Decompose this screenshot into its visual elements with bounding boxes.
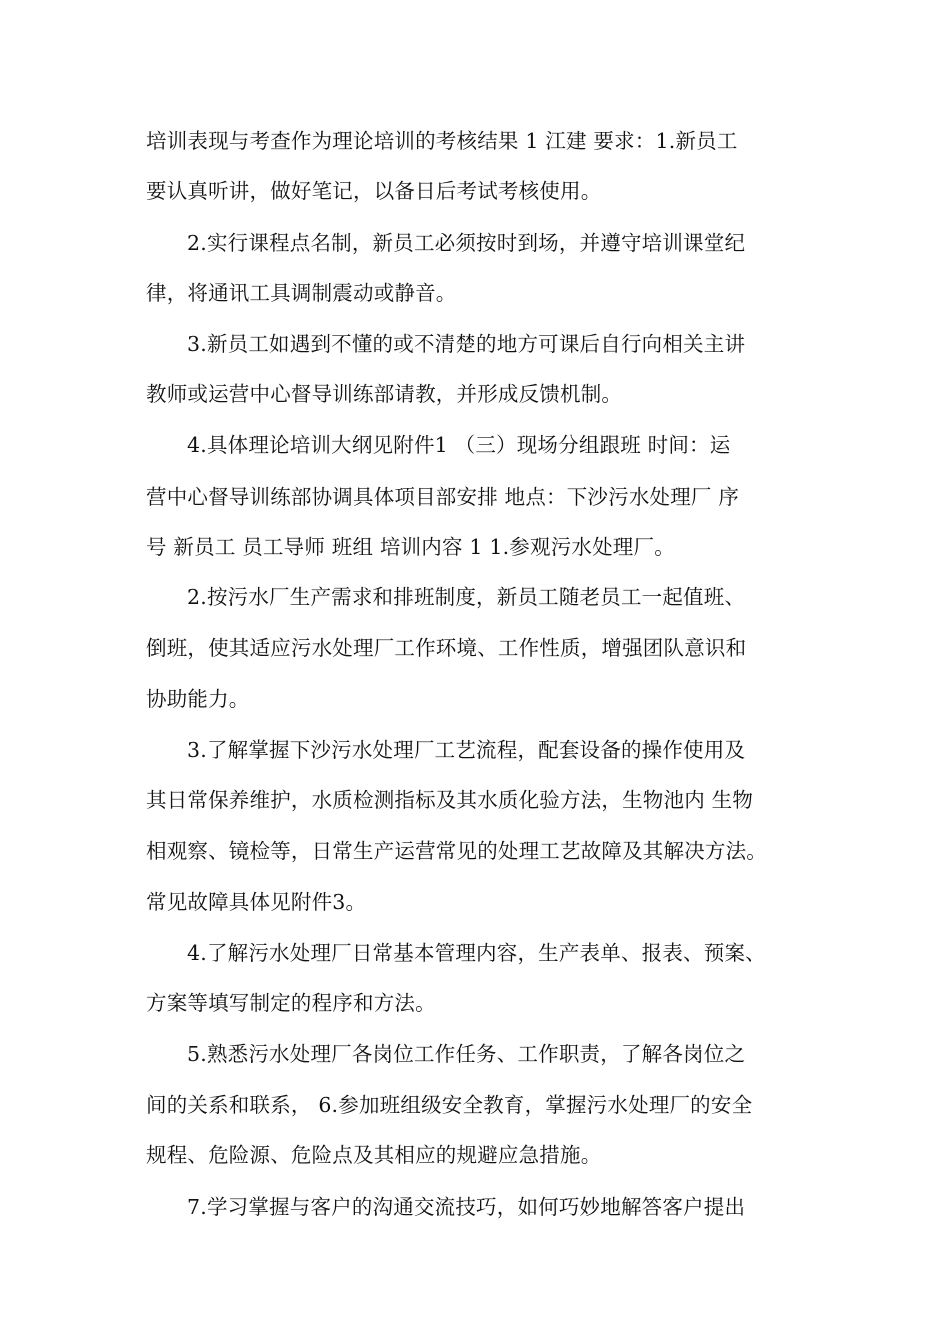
paragraph-line: 3.了解掌握下沙污水处理厂工艺流程，配套设备的操作使用及: [187, 738, 746, 762]
text-line: 规程、危险源、危险点及其相应的规避应急措施。: [146, 1143, 602, 1167]
text-line: 间的关系和联系， 6.参加班组级安全教育，掌握污水处理厂的安全: [146, 1093, 753, 1117]
text-line: 方案等填写制定的程序和方法。: [146, 991, 436, 1015]
paragraph-line: 5.熟悉污水处理厂各岗位工作任务、工作职责，了解各岗位之: [187, 1042, 746, 1066]
text-line: 培训表现与考查作为理论培训的考核结果 1 江建 要求：1.新员工: [146, 129, 738, 153]
paragraph-line: 3.新员工如遇到不懂的或不清楚的地方可课后自行向相关主讲: [187, 332, 746, 356]
text-line: 律，将通讯工具调制震动或静音。: [146, 281, 457, 305]
text-line: 常见故障具体见附件3。: [146, 890, 367, 914]
text-line: 倒班，使其适应污水处理厂工作环境、工作性质，增强团队意识和: [146, 636, 747, 660]
text-line: 协助能力。: [146, 687, 250, 711]
paragraph-line: 2.按污水厂生产需求和排班制度，新员工随老员工一起值班、: [187, 585, 746, 609]
paragraph-line: 4.了解污水处理厂日常基本管理内容，生产表单、报表、预案、: [187, 941, 766, 965]
paragraph-line: 4.具体理论培训大纲见附件1 （三）现场分组跟班 时间：运: [187, 433, 731, 457]
text-line: 要认真听讲，做好笔记，以备日后考试考核使用。: [146, 179, 602, 203]
paragraph-line: 2.实行课程点名制，新员工必须按时到场，并遵守培训课堂纪: [187, 231, 746, 255]
text-line: 号 新员工 员工导师 班组 培训内容 1 1.参观污水处理厂。: [146, 535, 675, 559]
text-line: 营中心督导训练部协调具体项目部安排 地点：下沙污水处理厂 序: [146, 485, 740, 509]
text-line: 其日常保养维护，水质检测指标及其水质化验方法，生物池内 生物: [146, 788, 754, 812]
text-line: 教师或运营中心督导训练部请教，并形成反馈机制。: [146, 382, 623, 406]
paragraph-line: 7.学习掌握与客户的沟通交流技巧，如何巧妙地解答客户提出: [187, 1195, 746, 1219]
text-line: 相观察、镜检等，日常生产运营常见的处理工艺故障及其解决方法。: [146, 839, 767, 863]
